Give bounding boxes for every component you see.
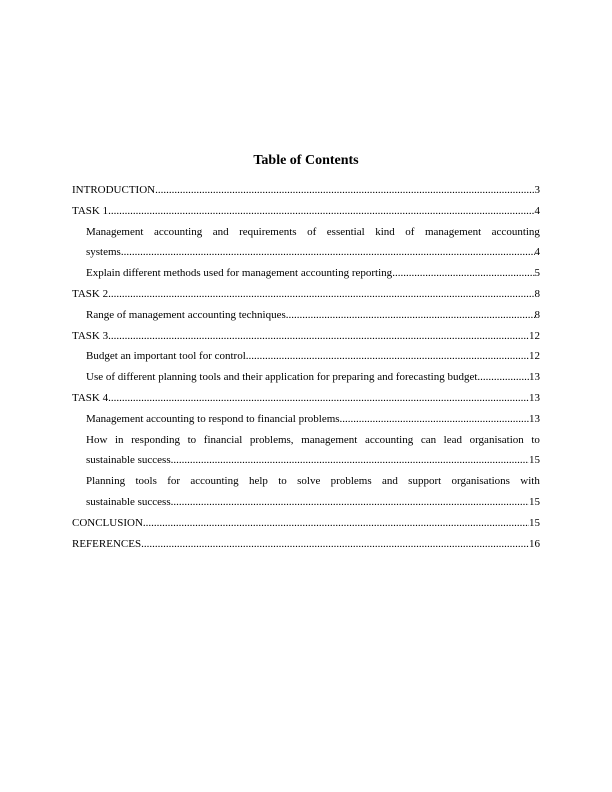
toc-leader-dots: [340, 409, 529, 430]
toc-entry-label: TASK 1: [72, 204, 109, 217]
toc-page-number: 3: [534, 184, 540, 196]
toc-entry-label-line-2: sustainable success: [86, 495, 171, 508]
toc-entry-label: INTRODUCTION: [72, 184, 156, 196]
toc-page-number: 12: [529, 350, 540, 363]
toc-leader-dots: [108, 388, 529, 409]
toc-entry-task-3[interactable]: [72, 326, 540, 347]
toc-entry-label: Explain different methods used for management accounting reporting: [86, 267, 393, 280]
toc-title: Table of Contents: [253, 153, 359, 168]
toc-leader-dots: [108, 326, 529, 347]
toc-page-number: 15: [529, 495, 540, 508]
toc-entry-task-1[interactable]: [72, 201, 540, 222]
toc-leader-dots: [108, 201, 534, 222]
toc-entry-label-line-1: How in responding to financial problems, management accounting can lead organisation to: [86, 433, 540, 446]
table-of-contents: [72, 180, 540, 554]
toc-entry-label: TASK 2: [72, 287, 109, 300]
toc-entry-sustainable-success-planning[interactable]: [72, 471, 540, 513]
toc-page-number: 12: [529, 329, 540, 342]
toc-entry-label-line-1: Planning tools for accounting help to solve problems and support organisations with: [86, 475, 540, 488]
toc-entry-label-line-2: sustainable success: [86, 454, 171, 467]
toc-leader-dots: [108, 284, 534, 305]
toc-entry-label: TASK 3: [72, 329, 109, 342]
toc-entry-sustainable-success-responding[interactable]: [72, 430, 540, 472]
toc-entry-label: Range of management accounting techniques: [86, 308, 286, 321]
toc-page-number: 13: [529, 371, 540, 384]
toc-entry-label: Management accounting to respond to financial problems: [86, 412, 340, 425]
toc-entry-introduction[interactable]: [72, 180, 540, 201]
toc-page-number: 4: [534, 204, 540, 217]
toc-page-number: 5: [534, 267, 540, 280]
toc-entry-label: Budget an important tool for control: [86, 350, 246, 363]
toc-leader-dots: [480, 367, 529, 388]
toc-page-number: 4: [534, 246, 540, 259]
toc-entry-reporting-methods[interactable]: [72, 263, 540, 284]
toc-entry-conclusion[interactable]: [72, 513, 540, 534]
toc-entry-label: REFERENCES: [72, 537, 142, 550]
toc-leader-dots: [171, 450, 529, 471]
toc-leader-dots: [286, 305, 535, 326]
toc-leader-dots: [171, 492, 529, 513]
toc-entry-label-line-1: Management accounting and requirements of essential kind of management accounting: [86, 225, 540, 238]
toc-leader-dots: [143, 513, 529, 534]
toc-page-number: 13: [529, 412, 540, 425]
toc-entry-budget-control[interactable]: [72, 346, 540, 367]
toc-entry-management-accounting-requirements[interactable]: [72, 222, 540, 264]
toc-page-number: 15: [529, 454, 540, 467]
toc-entry-task-2[interactable]: [72, 284, 540, 305]
toc-leader-dots: [121, 242, 535, 263]
toc-page-number: 16: [529, 537, 540, 550]
toc-page-number: 8: [534, 308, 540, 321]
toc-entry-financial-problems[interactable]: [72, 409, 540, 430]
toc-page-number: 8: [534, 287, 540, 300]
toc-entry-references[interactable]: [72, 534, 540, 555]
toc-entry-accounting-techniques[interactable]: [72, 305, 540, 326]
toc-entry-label-line-2: systems: [86, 246, 121, 259]
toc-entry-label: CONCLUSION: [72, 516, 143, 529]
toc-leader-dots: [246, 346, 529, 367]
toc-leader-dots: [141, 534, 529, 555]
toc-entry-label: Use of different planning tools and their application for preparing and forecasting budget.: [86, 371, 481, 384]
toc-leader-dots: [392, 263, 534, 284]
toc-entry-planning-tools-budget[interactable]: [72, 367, 540, 388]
toc-entry-label: TASK 4: [72, 391, 109, 404]
toc-entry-task-4[interactable]: [72, 388, 540, 409]
toc-page-number: 13: [529, 391, 540, 404]
toc-leader-dots: [155, 180, 534, 201]
toc-page-number: 15: [529, 516, 540, 529]
